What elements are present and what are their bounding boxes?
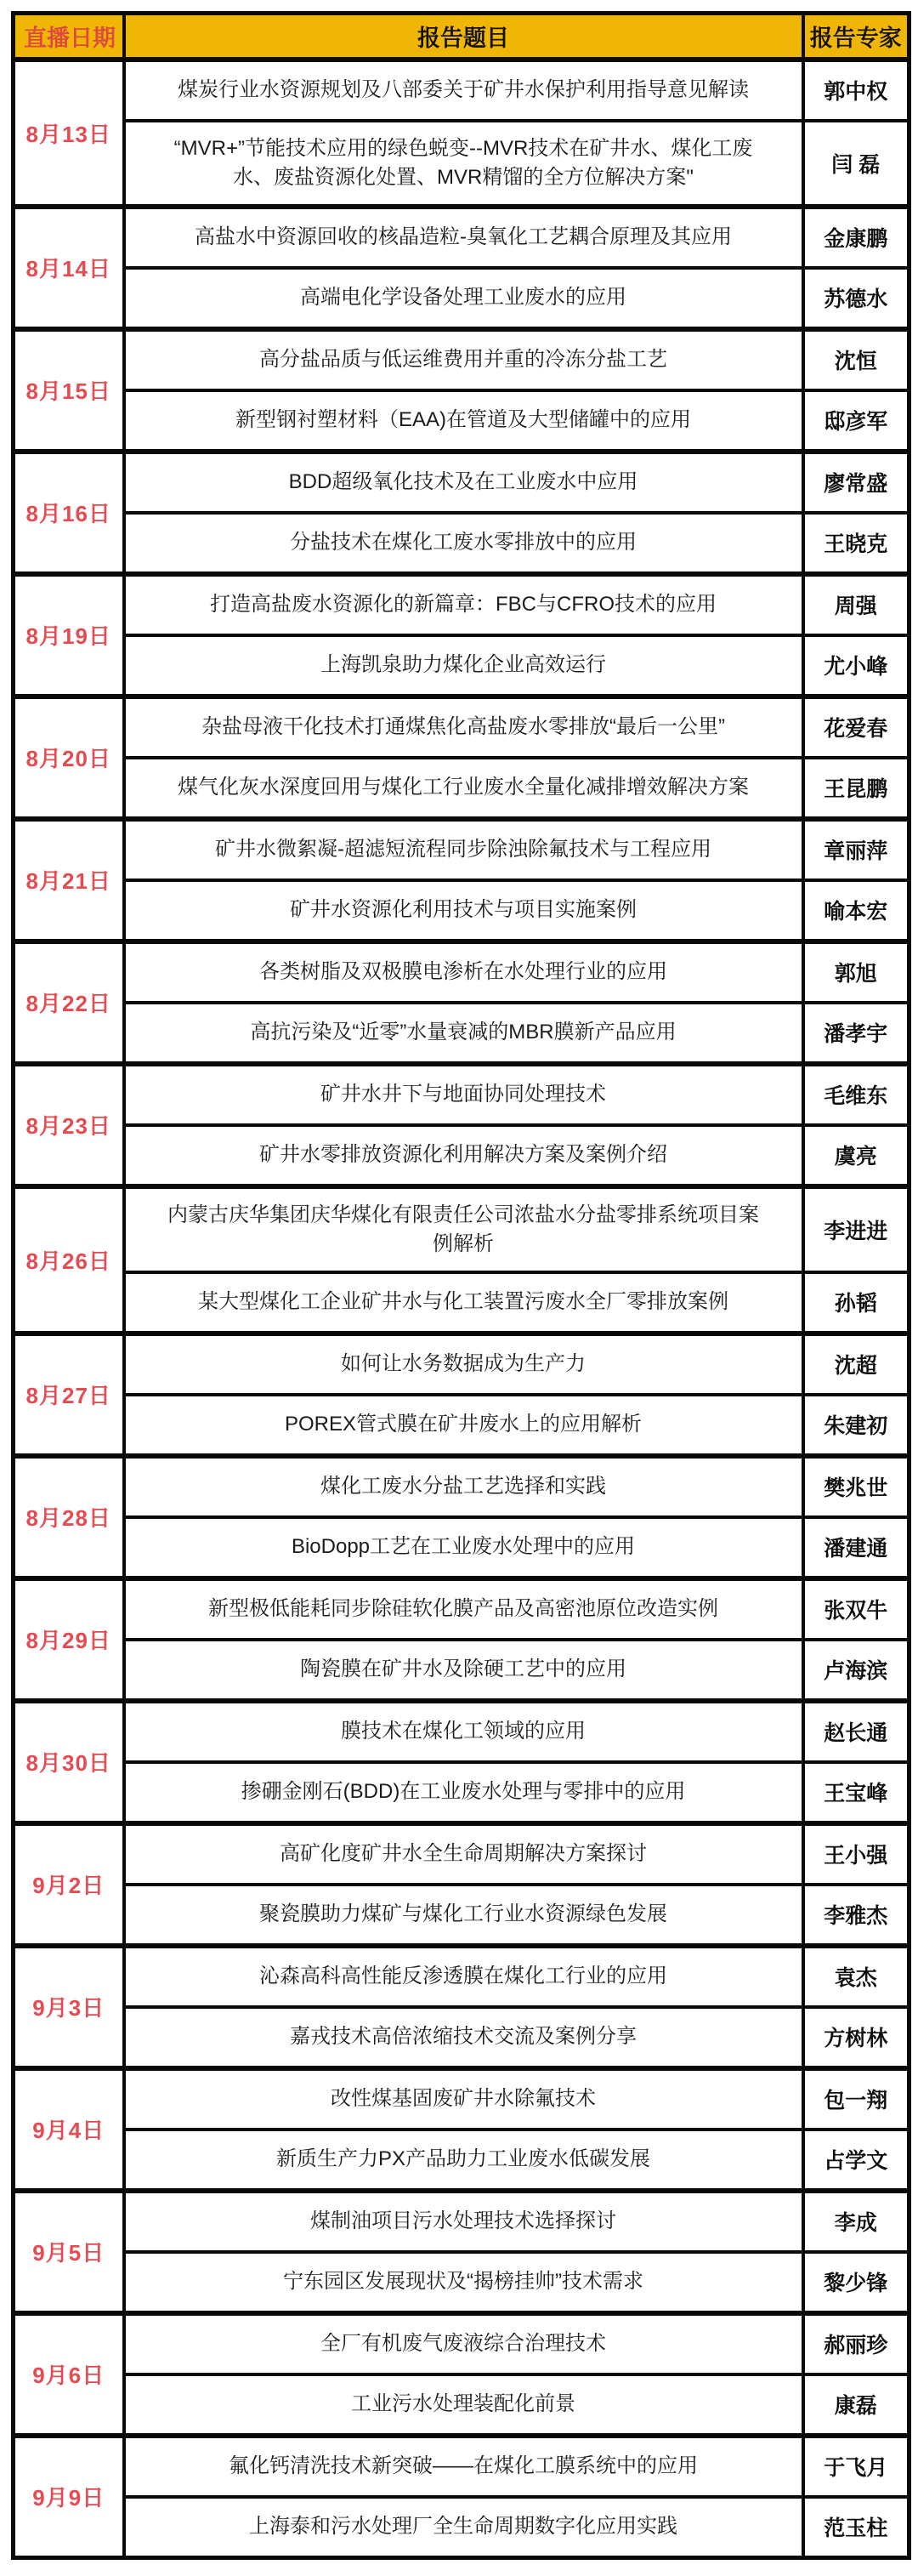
report-expert-cell: 王晓克	[803, 513, 910, 574]
live-date-cell: 8月26日	[14, 1186, 124, 1333]
schedule-row	[14, 2252, 910, 2313]
report-expert-cell: 卢海滨	[803, 1640, 910, 1701]
report-title-cell: 改性煤基固废矿井水除氟技术	[124, 2068, 803, 2130]
header-report-expert: 报告专家	[803, 14, 910, 60]
report-expert-cell: 赵长通	[803, 1701, 910, 1762]
live-date-cell: 8月14日	[14, 207, 124, 329]
report-title-cell: 矿井水井下与地面协同处理技术	[124, 1064, 803, 1125]
schedule-row	[14, 1885, 910, 1946]
report-expert-cell: 樊兆世	[803, 1456, 910, 1517]
report-expert-cell: 沈恒	[803, 329, 910, 390]
schedule-row	[14, 1762, 910, 1823]
report-title-cell: 陶瓷膜在矿井水及除硬工艺中的应用	[124, 1640, 803, 1701]
report-title-cell: 掺硼金刚石(BDD)在工业废水处理与零排中的应用	[124, 1762, 803, 1823]
report-expert-cell: 章丽萍	[803, 819, 910, 880]
report-expert-cell: 花爱春	[803, 697, 910, 758]
report-expert-cell: 喻本宏	[803, 880, 910, 941]
schedule-row	[14, 60, 910, 121]
report-expert-cell: 潘建通	[803, 1517, 910, 1578]
report-expert-cell: 李进进	[803, 1186, 910, 1272]
schedule-row	[14, 2191, 910, 2252]
schedule-row	[14, 635, 910, 697]
report-title-cell: 煤炭行业水资源规划及八部委关于矿井水保护利用指导意见解读	[124, 60, 803, 121]
schedule-row	[14, 329, 910, 390]
report-expert-cell: 李成	[803, 2191, 910, 2252]
schedule-row	[14, 268, 910, 329]
report-title-cell: 聚瓷膜助力煤矿与煤化工行业水资源绿色发展	[124, 1885, 803, 1946]
report-title-cell: 煤气化灰水深度回用与煤化工行业废水全量化减排增效解决方案	[124, 758, 803, 819]
live-date-cell: 9月2日	[14, 1823, 124, 1946]
live-date-cell: 9月6日	[14, 2313, 124, 2436]
schedule-row	[14, 1125, 910, 1186]
report-expert-cell: 袁杰	[803, 1946, 910, 2007]
report-title-cell: 工业污水处理装配化前景	[124, 2374, 803, 2436]
report-title-cell: 全厂有机废气废液综合治理技术	[124, 2313, 803, 2374]
report-expert-cell: 廖常盛	[803, 452, 910, 513]
live-date-cell: 8月13日	[14, 60, 124, 207]
live-date-cell: 8月28日	[14, 1456, 124, 1578]
schedule-row	[14, 1640, 910, 1701]
schedule-row	[14, 1003, 910, 1064]
report-title-cell: 上海凯泉助力煤化企业高效运行	[124, 635, 803, 697]
report-title-cell: 矿井水资源化利用技术与项目实施案例	[124, 880, 803, 941]
report-expert-cell: 郝丽珍	[803, 2313, 910, 2374]
report-title-cell: 上海泰和污水处理厂全生命周期数字化应用实践	[124, 2497, 803, 2558]
schedule-row	[14, 1823, 910, 1885]
live-date-cell: 9月3日	[14, 1946, 124, 2068]
report-title-cell: 高盐水中资源回收的核晶造粒-臭氧化工艺耦合原理及其应用	[124, 207, 803, 268]
report-title-cell: 氟化钙清洗技术新突破——在煤化工膜系统中的应用	[124, 2436, 803, 2497]
schedule-row	[14, 2068, 910, 2130]
schedule-row	[14, 1701, 910, 1762]
header-report-title: 报告题目	[124, 14, 803, 60]
report-title-cell: 如何让水务数据成为生产力	[124, 1333, 803, 1395]
live-date-cell: 8月22日	[14, 941, 124, 1064]
schedule-row	[14, 2374, 910, 2436]
report-title-cell: 煤化工废水分盐工艺选择和实践	[124, 1456, 803, 1517]
report-expert-cell: 尤小峰	[803, 635, 910, 697]
schedule-row	[14, 574, 910, 635]
report-expert-cell: 周强	[803, 574, 910, 635]
live-date-cell: 8月19日	[14, 574, 124, 697]
report-expert-cell: 潘孝宇	[803, 1003, 910, 1064]
report-title-cell: 宁东园区发展现状及“揭榜挂帅”技术需求	[124, 2252, 803, 2313]
report-expert-cell: 于飞月	[803, 2436, 910, 2497]
report-title-cell: BDD超级氧化技术及在工业废水中应用	[124, 452, 803, 513]
report-expert-cell: 王昆鹏	[803, 758, 910, 819]
header-live-date: 直播日期	[14, 14, 124, 60]
schedule-row	[14, 2313, 910, 2374]
live-date-cell: 9月9日	[14, 2436, 124, 2558]
report-expert-cell: 王宝峰	[803, 1762, 910, 1823]
report-expert-cell: 张双牛	[803, 1578, 910, 1640]
webinar-schedule-table	[11, 11, 911, 2560]
schedule-row	[14, 1578, 910, 1640]
schedule-row	[14, 1946, 910, 2007]
schedule-row	[14, 758, 910, 819]
schedule-row	[14, 1333, 910, 1395]
live-date-cell: 8月27日	[14, 1333, 124, 1456]
report-expert-cell: 占学文	[803, 2130, 910, 2191]
live-date-cell: 9月5日	[14, 2191, 124, 2313]
schedule-row	[14, 452, 910, 513]
live-date-cell: 8月20日	[14, 697, 124, 819]
live-date-cell: 8月30日	[14, 1701, 124, 1823]
report-title-cell: 新质生产力PX产品助力工业废水低碳发展	[124, 2130, 803, 2191]
report-title-cell: 各类树脂及双极膜电渗析在水处理行业的应用	[124, 941, 803, 1003]
schedule-row	[14, 121, 910, 207]
table-header	[14, 14, 910, 60]
report-expert-cell: 闫 磊	[803, 121, 910, 207]
schedule-row	[14, 941, 910, 1003]
report-expert-cell: 毛维东	[803, 1064, 910, 1125]
report-title-cell: 某大型煤化工企业矿井水与化工装置污废水全厂零排放案例	[124, 1272, 803, 1333]
report-expert-cell: 黎少锋	[803, 2252, 910, 2313]
report-title-cell: 沁森高科高性能反渗透膜在煤化工行业的应用	[124, 1946, 803, 2007]
report-expert-cell: 虞亮	[803, 1125, 910, 1186]
report-expert-cell: 郭中权	[803, 60, 910, 121]
report-title-cell: 高端电化学设备处理工业废水的应用	[124, 268, 803, 329]
report-expert-cell: 苏德水	[803, 268, 910, 329]
report-expert-cell: 邸彦军	[803, 390, 910, 452]
report-title-cell: 高矿化度矿井水全生命周期解决方案探讨	[124, 1823, 803, 1885]
report-title-cell: 内蒙古庆华集团庆华煤化有限责任公司浓盐水分盐零排系统项目案例解析	[124, 1186, 803, 1272]
header-row	[14, 14, 910, 60]
report-title-cell: 分盐技术在煤化工废水零排放中的应用	[124, 513, 803, 574]
live-date-cell: 8月23日	[14, 1064, 124, 1186]
schedule-row	[14, 1517, 910, 1578]
report-title-cell: 新型钢衬塑材料（EAA)在管道及大型储罐中的应用	[124, 390, 803, 452]
schedule-row	[14, 697, 910, 758]
report-title-cell: 杂盐母液干化技术打通煤焦化高盐废水零排放“最后一公里”	[124, 697, 803, 758]
schedule-table-body	[14, 60, 910, 2558]
live-date-cell: 8月16日	[14, 452, 124, 574]
schedule-row	[14, 1186, 910, 1272]
report-title-cell: POREX管式膜在矿井废水上的应用解析	[124, 1395, 803, 1456]
report-title-cell: 矿井水微絮凝-超滤短流程同步除浊除氟技术与工程应用	[124, 819, 803, 880]
report-expert-cell: 康磊	[803, 2374, 910, 2436]
report-expert-cell: 包一翔	[803, 2068, 910, 2130]
report-title-cell: 矿井水零排放资源化利用解决方案及案例介绍	[124, 1125, 803, 1186]
schedule-row	[14, 2130, 910, 2191]
report-title-cell: BioDopp工艺在工业废水处理中的应用	[124, 1517, 803, 1578]
schedule-row	[14, 819, 910, 880]
live-date-cell: 8月15日	[14, 329, 124, 452]
live-date-cell: 9月4日	[14, 2068, 124, 2191]
report-expert-cell: 金康鹏	[803, 207, 910, 268]
schedule-row	[14, 390, 910, 452]
schedule-row	[14, 1456, 910, 1517]
live-date-cell: 8月29日	[14, 1578, 124, 1701]
report-title-cell: 膜技术在煤化工领域的应用	[124, 1701, 803, 1762]
report-title-cell: 煤制油项目污水处理技术选择探讨	[124, 2191, 803, 2252]
report-expert-cell: 王小强	[803, 1823, 910, 1885]
schedule-row	[14, 1064, 910, 1125]
schedule-row	[14, 207, 910, 268]
schedule-row	[14, 2497, 910, 2558]
report-expert-cell: 郭旭	[803, 941, 910, 1003]
report-expert-cell: 孙韬	[803, 1272, 910, 1333]
schedule-row	[14, 1395, 910, 1456]
report-title-cell: 高分盐品质与低运维费用并重的冷冻分盐工艺	[124, 329, 803, 390]
report-expert-cell: 方树林	[803, 2007, 910, 2068]
schedule-row	[14, 2007, 910, 2068]
live-date-cell: 8月21日	[14, 819, 124, 941]
report-expert-cell: 范玉柱	[803, 2497, 910, 2558]
report-expert-cell: 沈超	[803, 1333, 910, 1395]
report-title-cell: 新型极低能耗同步除硅软化膜产品及高密池原位改造实例	[124, 1578, 803, 1640]
schedule-row	[14, 513, 910, 574]
report-title-cell: 打造高盐废水资源化的新篇章：FBC与CFRO技术的应用	[124, 574, 803, 635]
report-title-cell: 高抗污染及“近零”水量衰减的MBR膜新产品应用	[124, 1003, 803, 1064]
report-expert-cell: 朱建初	[803, 1395, 910, 1456]
schedule-row	[14, 2436, 910, 2497]
schedule-row	[14, 880, 910, 941]
schedule-row	[14, 1272, 910, 1333]
report-title-cell: “MVR+”节能技术应用的绿色蜕变--MVR技术在矿井水、煤化工废水、废盐资源化处置、MVR精馏的全方位解决方案"	[124, 121, 803, 207]
report-expert-cell: 李雅杰	[803, 1885, 910, 1946]
report-title-cell: 嘉戎技术高倍浓缩技术交流及案例分享	[124, 2007, 803, 2068]
